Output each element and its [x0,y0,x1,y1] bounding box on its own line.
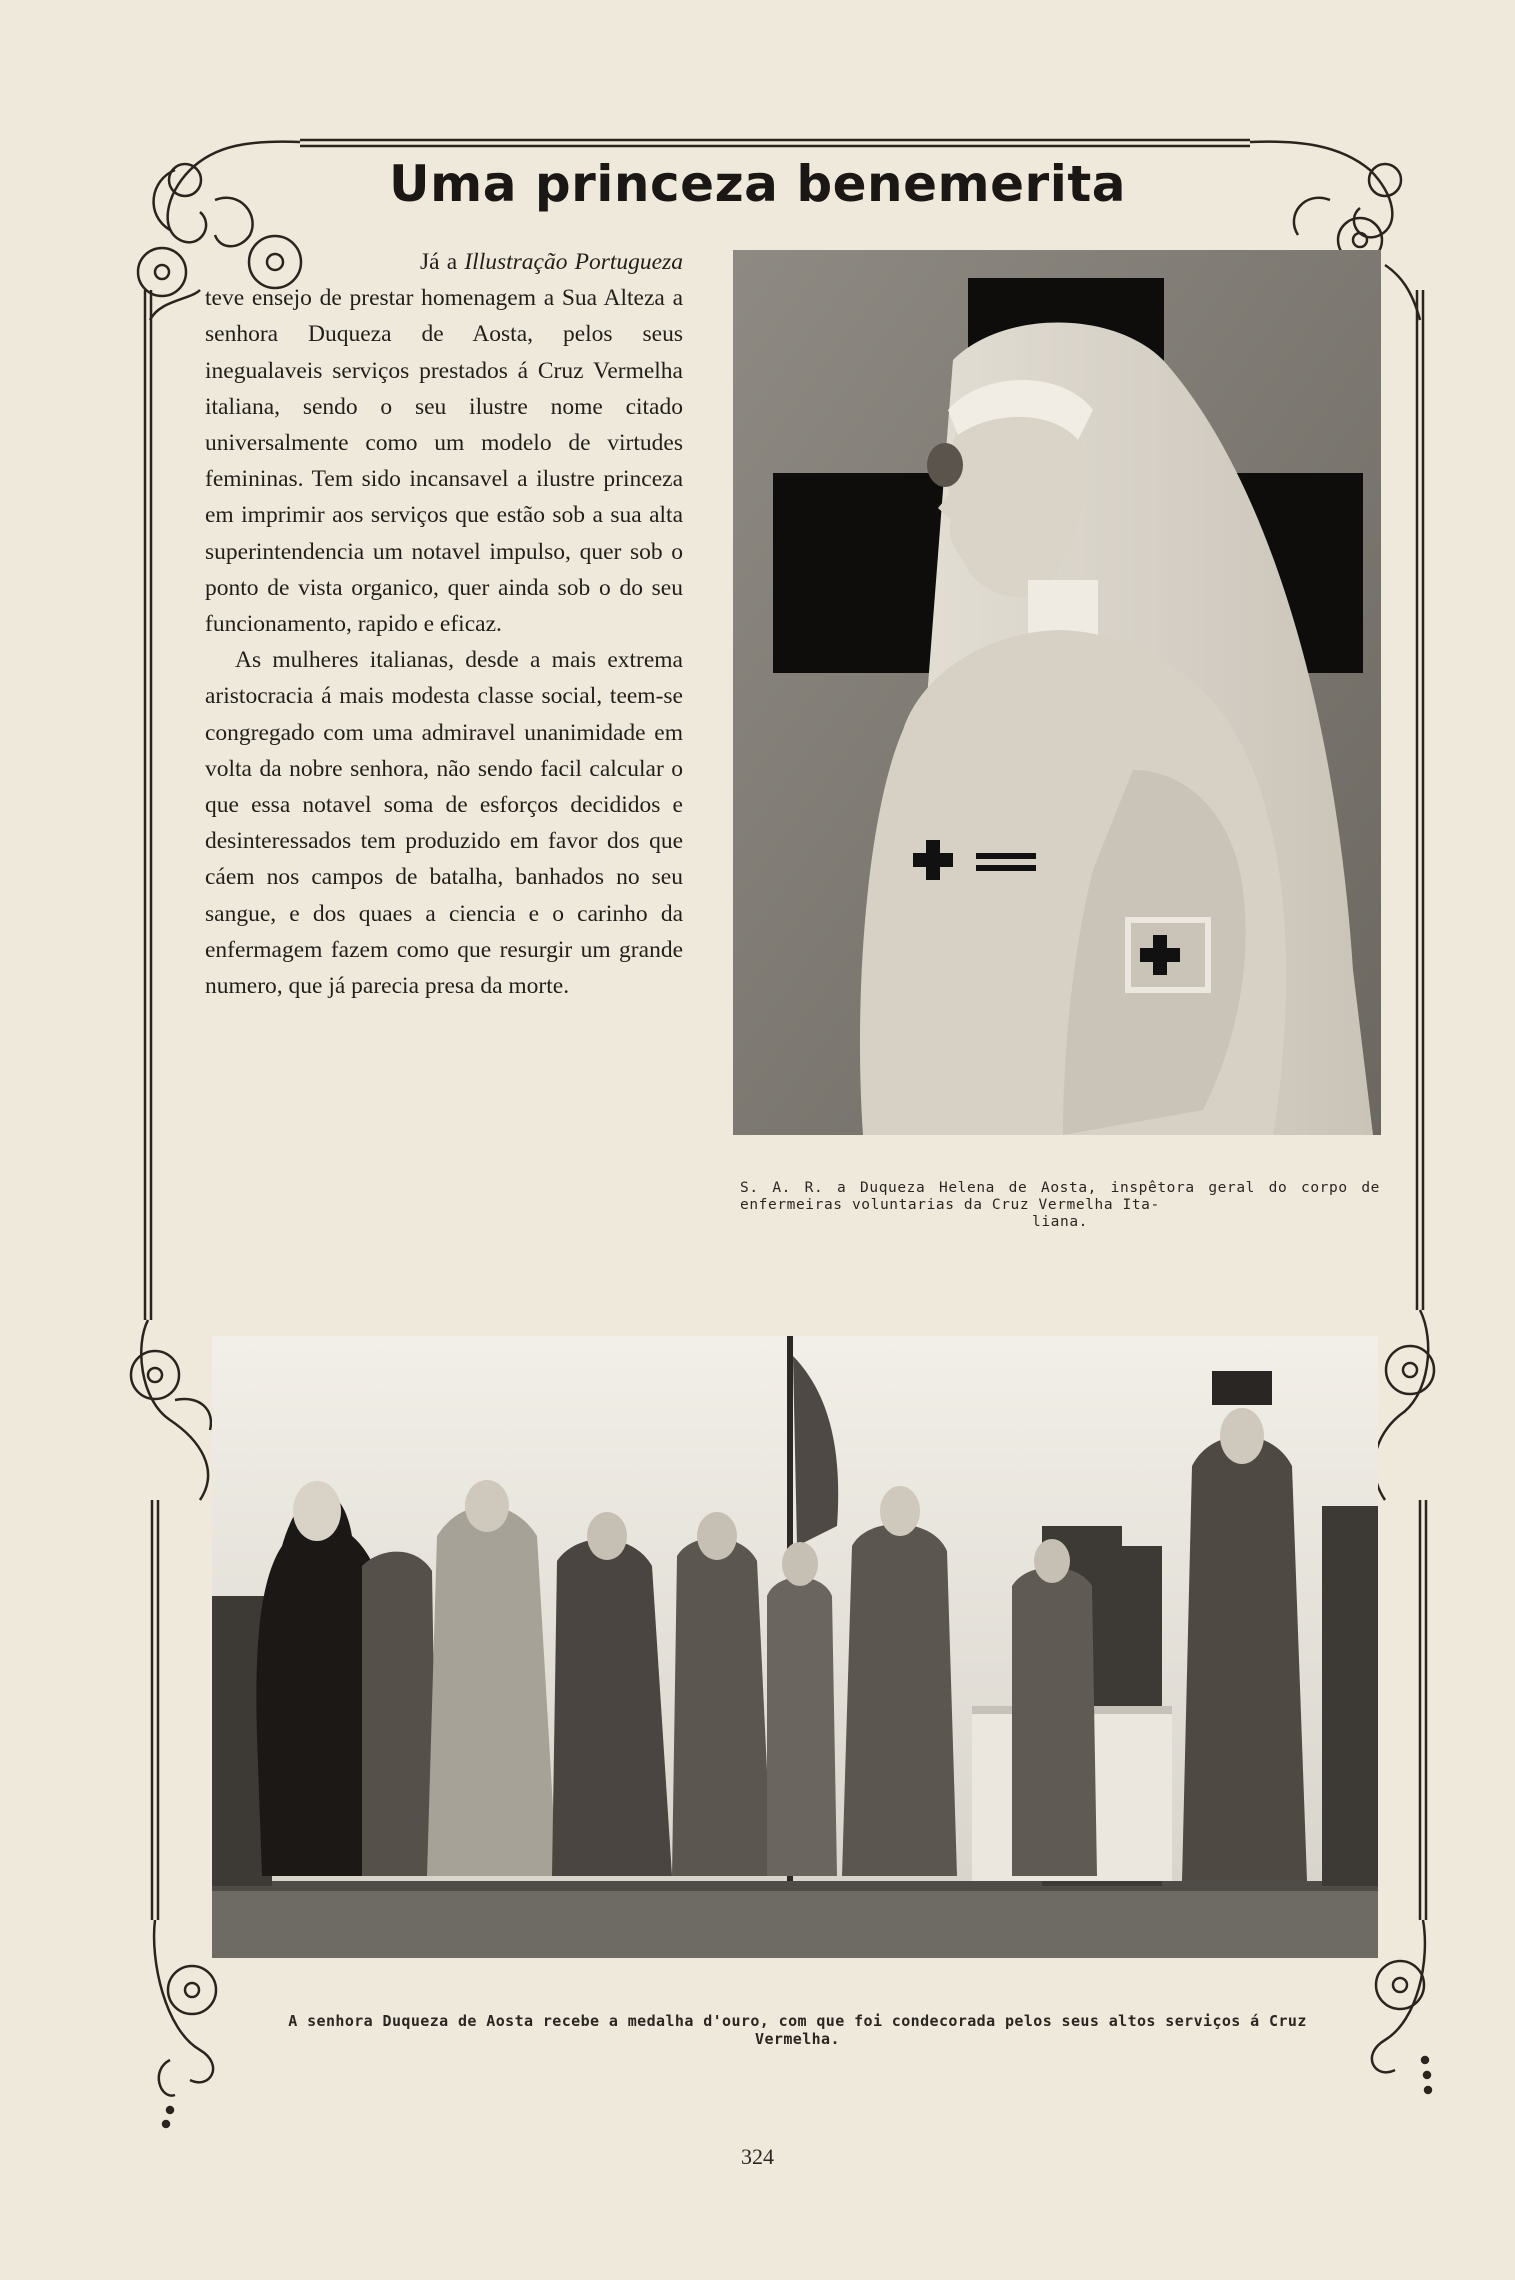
publication-name: Illustração Portugueza [464,249,683,275]
flower-ornament-bottom-left [154,1920,216,2127]
portrait-caption-last-line: liana. [1032,1214,1088,1230]
article-title: Uma princeza benemerita [389,155,1126,213]
portrait-caption-text: S. A. R. a Duqueza Helena de Aosta, inspêtora geral do corpo de enfermeiras voluntarias da Cruz Vermelha Ita- [740,1180,1380,1213]
group-photo [212,1336,1378,1958]
portrait-caption [740,1180,1380,1231]
portrait-photo [733,250,1381,1135]
paragraph-1-text: teve ensejo de prestar homenagem a Sua Alteza a senhora Duqueza de Aosta, pelos seus inegualaveis serviços prestados á Cruz Vermelha italiana, sendo o seu ilustre nome citado universalmente como um modelo de virtudes femininas. Tem sido incansavel a ilustre princeza em imprimir aos serviços que estão sob a sua alta superintendencia um notavel impulso, quer sob o ponto de vista organico, quer ainda sob o do seu funcionamento, rapido e eficaz. [205,285,683,638]
paragraph-2: As mulheres italianas, desde a mais extrema aristocracia á mais modesta classe social, teem-se congregado com uma admiravel unanimidade em volta da nobre senhora, não sendo facil calcular o que essa notavel soma de esforços decididos e desinteressados tem produzido em favor dos que cáem nos campos de batalha, banhados no seu sangue, e dos quaes a ciencia e o carinho da enfermagem fazem como que resurgir um grande numero, que já parecia presa da morte. [205,647,683,1000]
flower-ornament-mid-right [1374,1310,1434,1500]
flower-ornament-bottom-right [1372,1920,1431,2093]
page-number: 324 [741,2144,774,2169]
paragraph-1 [205,244,683,642]
paragraph-1-intro: Já a [420,249,465,275]
article-body [205,244,683,1004]
group-photo-caption: A senhora Duqueza de Aosta recebe a medalha d'ouro, com que foi condecorada pelos seus altos serviços á Cruz Vermelha. [288,2012,1307,2048]
flower-ornament-mid-left [131,1320,211,1500]
